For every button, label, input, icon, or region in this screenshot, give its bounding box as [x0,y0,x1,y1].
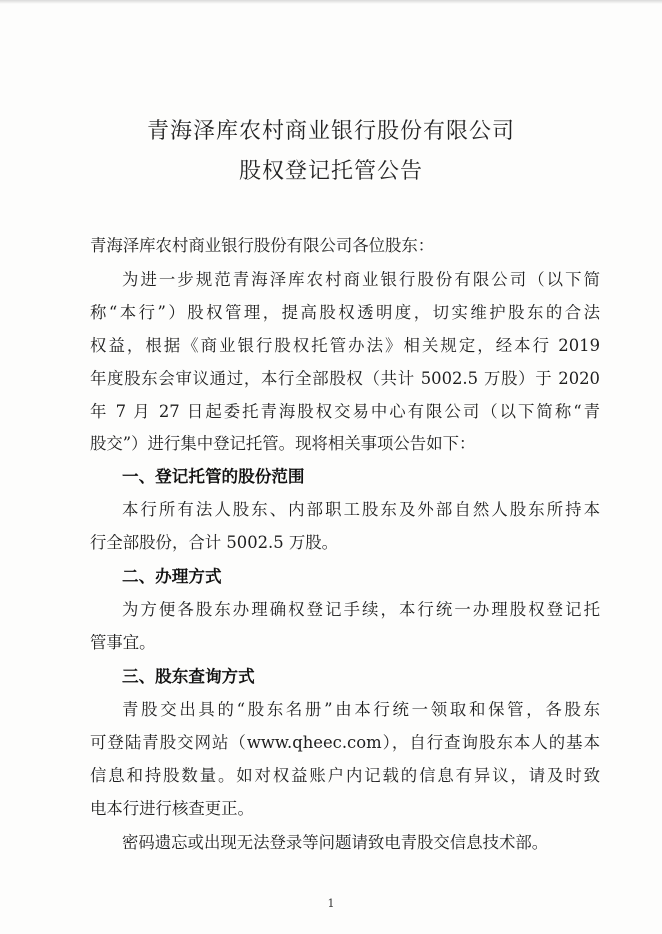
intro-line: 股交”）进行集中登记托管。现将相关事项公告如下： [90,434,476,453]
intro-line: 年度股东会审议通过，本行全部股权（共计 5002.5 万股）于 2020 [90,369,600,388]
section-3-line: 信息和持股数量。如对权益账户内记载的信息有异议，请及时致 [90,766,600,785]
section-3-line: 青股交出具的“股东名册”由本行统一领取和保管，各股东 [122,700,600,719]
section-2-heading: 二、办理方式 [122,566,222,586]
intro-line: 称“本行”）股权管理，提高股权透明度，切实维护股东的合法 [90,303,600,322]
intro-line: 年 7 月 27 日起委托青海股权交易中心有限公司（以下简称“青 [90,402,600,421]
page-number: 1 [327,897,335,910]
section-1-heading: 一、登记托管的股份范围 [122,466,305,486]
salutation: 青海泽库农村商业银行股份有限公司各位股东： [90,236,435,255]
intro-line: 为进一步规范青海泽库农村商业银行股份有限公司（以下简 [122,270,600,289]
document-title-line-1: 青海泽库农村商业银行股份有限公司 [146,119,515,144]
section-2-line: 管事宜。 [90,633,156,652]
section-2-line: 为方便各股东办理确权登记手续，本行统一办理股权登记托 [122,600,600,619]
section-1-line: 本行所有法人股东、内部职工股东及外部自然人股东所持本 [122,500,600,519]
scan-edge [0,0,662,4]
section-1-line: 行全部股份，合计 5002.5 万股。 [90,533,339,552]
section-3-line: 电本行进行核查更正。 [90,799,254,818]
section-3-line: 可登陆青股交网站（www.qheec.com），自行查询股东本人的基本 [90,733,600,752]
section-3-line: 密码遗忘或出现无法登录等问题请致电青股交信息技术部。 [122,833,549,852]
document-title-line-2: 股权登记托管公告 [238,159,423,184]
intro-line: 权益，根据《商业银行股权托管办法》相关规定，经本行 2019 [90,336,600,355]
section-3-heading: 三、股东查询方式 [122,666,255,686]
